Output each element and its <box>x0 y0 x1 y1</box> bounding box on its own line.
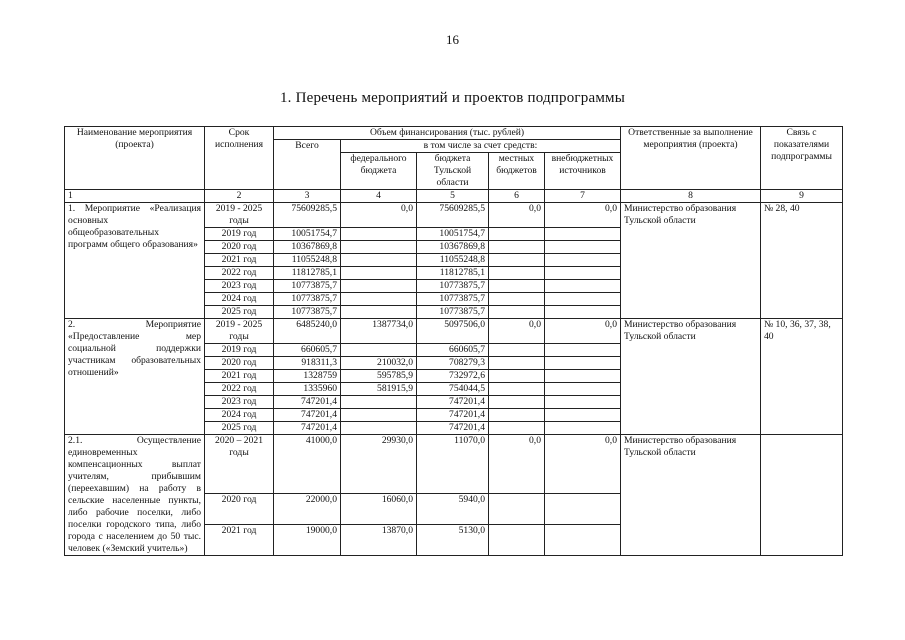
period-cell: 2022 год <box>205 267 274 280</box>
regional-cell: 5097506,0 <box>417 319 489 344</box>
period-cell: 2020 – 2021 годы <box>205 435 274 494</box>
period-cell: 2025 год <box>205 422 274 435</box>
indicator-link-cell: № 28, 40 <box>761 203 843 319</box>
regional-cell: 747201,4 <box>417 422 489 435</box>
extra-cell <box>545 267 621 280</box>
total-cell: 747201,4 <box>274 422 341 435</box>
extra-cell <box>545 357 621 370</box>
regional-cell: 75609285,5 <box>417 203 489 228</box>
header-link: Связь с показателями подпрограммы <box>761 127 843 190</box>
column-numbers-row <box>65 190 843 203</box>
extra-cell <box>545 422 621 435</box>
federal-cell: 0,0 <box>341 203 417 228</box>
col-number: 1 <box>65 190 205 203</box>
regional-cell: 732972,6 <box>417 370 489 383</box>
regional-cell: 10773875,7 <box>417 306 489 319</box>
header-regional: бюджета Тульской области <box>417 153 489 190</box>
federal-cell <box>341 228 417 241</box>
extra-cell <box>545 494 621 525</box>
federal-cell <box>341 267 417 280</box>
period-cell: 2021 год <box>205 370 274 383</box>
total-cell: 10773875,7 <box>274 306 341 319</box>
federal-cell <box>341 293 417 306</box>
total-cell: 918311,3 <box>274 357 341 370</box>
total-cell: 660605,7 <box>274 344 341 357</box>
period-cell: 2023 год <box>205 280 274 293</box>
indicator-link-cell <box>761 435 843 556</box>
federal-cell <box>341 344 417 357</box>
regional-cell: 10367869,8 <box>417 241 489 254</box>
local-cell <box>489 241 545 254</box>
table-row <box>65 203 843 228</box>
period-cell: 2021 год <box>205 525 274 556</box>
federal-cell: 210032,0 <box>341 357 417 370</box>
total-cell: 1335960 <box>274 383 341 396</box>
regional-cell: 747201,4 <box>417 409 489 422</box>
total-cell: 10773875,7 <box>274 280 341 293</box>
regional-cell: 5940,0 <box>417 494 489 525</box>
regional-cell: 708279,3 <box>417 357 489 370</box>
local-cell <box>489 293 545 306</box>
regional-cell: 11812785,1 <box>417 267 489 280</box>
period-cell: 2023 год <box>205 396 274 409</box>
federal-cell <box>341 409 417 422</box>
extra-cell <box>545 228 621 241</box>
measure-name: 2. Мероприятие «Предоставление мер социальной поддержки участникам образовательных отношений» <box>65 319 205 435</box>
extra-cell <box>545 254 621 267</box>
period-cell: 2020 год <box>205 357 274 370</box>
total-cell: 10051754,7 <box>274 228 341 241</box>
federal-cell <box>341 422 417 435</box>
extra-cell: 0,0 <box>545 319 621 344</box>
total-cell: 10367869,8 <box>274 241 341 254</box>
total-cell: 747201,4 <box>274 409 341 422</box>
table-row <box>65 435 843 494</box>
extra-cell <box>545 306 621 319</box>
regional-cell: 10051754,7 <box>417 228 489 241</box>
header-period: Срок исполнения <box>205 127 274 190</box>
extra-cell <box>545 280 621 293</box>
regional-cell: 5130,0 <box>417 525 489 556</box>
period-cell: 2019 год <box>205 228 274 241</box>
total-cell: 22000,0 <box>274 494 341 525</box>
extra-cell <box>545 396 621 409</box>
federal-cell: 595785,9 <box>341 370 417 383</box>
period-cell: 2021 год <box>205 254 274 267</box>
section-title: 1. Перечень мероприятий и проектов подпрограммы <box>279 90 625 106</box>
header-federal: федерального бюджета <box>341 153 417 190</box>
extra-cell <box>545 241 621 254</box>
extra-cell <box>545 525 621 556</box>
local-cell: 0,0 <box>489 435 545 494</box>
header-responsible: Ответственные за выполнение мероприятия (проекта) <box>621 127 761 190</box>
regional-cell: 11070,0 <box>417 435 489 494</box>
local-cell <box>489 525 545 556</box>
regional-cell: 660605,7 <box>417 344 489 357</box>
local-cell <box>489 228 545 241</box>
local-cell <box>489 383 545 396</box>
extra-cell <box>545 370 621 383</box>
local-cell <box>489 280 545 293</box>
period-cell: 2022 год <box>205 383 274 396</box>
regional-cell: 10773875,7 <box>417 293 489 306</box>
local-cell <box>489 370 545 383</box>
local-cell <box>489 306 545 319</box>
col-number: 5 <box>417 190 489 203</box>
responsible-cell: Министерство образования Тульской области <box>621 319 761 435</box>
header-extra: внебюджетных источников <box>545 153 621 190</box>
local-cell: 0,0 <box>489 203 545 228</box>
col-number: 3 <box>274 190 341 203</box>
period-cell: 2025 год <box>205 306 274 319</box>
federal-cell: 16060,0 <box>341 494 417 525</box>
local-cell <box>489 396 545 409</box>
period-cell: 2019 год <box>205 344 274 357</box>
regional-cell: 11055248,8 <box>417 254 489 267</box>
local-cell <box>489 422 545 435</box>
col-number: 8 <box>621 190 761 203</box>
local-cell <box>489 267 545 280</box>
local-cell <box>489 344 545 357</box>
local-cell <box>489 409 545 422</box>
extra-cell <box>545 383 621 396</box>
col-number: 6 <box>489 190 545 203</box>
page-number: 16 <box>446 32 459 47</box>
federal-cell <box>341 396 417 409</box>
local-cell <box>489 357 545 370</box>
total-cell: 11055248,8 <box>274 254 341 267</box>
col-number: 9 <box>761 190 843 203</box>
regional-cell: 10773875,7 <box>417 280 489 293</box>
extra-cell <box>545 409 621 422</box>
measure-name: 1. Мероприятие «Реализация основных общеобразовательных программ общего образования» <box>65 203 205 319</box>
total-cell: 6485240,0 <box>274 319 341 344</box>
federal-cell <box>341 306 417 319</box>
federal-cell <box>341 254 417 267</box>
federal-cell <box>341 280 417 293</box>
total-cell: 1328759 <box>274 370 341 383</box>
total-cell: 41000,0 <box>274 435 341 494</box>
period-cell: 2024 год <box>205 409 274 422</box>
period-cell: 2019 - 2025 годы <box>205 319 274 344</box>
responsible-cell: Министерство образования Тульской области <box>621 435 761 556</box>
period-cell: 2020 год <box>205 241 274 254</box>
federal-cell: 1387734,0 <box>341 319 417 344</box>
extra-cell <box>545 344 621 357</box>
regional-cell: 747201,4 <box>417 396 489 409</box>
local-cell: 0,0 <box>489 319 545 344</box>
header-name: Наименование мероприятия (проекта) <box>65 127 205 190</box>
period-cell: 2020 год <box>205 494 274 525</box>
total-cell: 19000,0 <box>274 525 341 556</box>
total-cell: 10773875,7 <box>274 293 341 306</box>
col-number: 2 <box>205 190 274 203</box>
extra-cell: 0,0 <box>545 435 621 494</box>
local-cell <box>489 494 545 525</box>
header-local: местных бюджетов <box>489 153 545 190</box>
extra-cell: 0,0 <box>545 203 621 228</box>
federal-cell: 29930,0 <box>341 435 417 494</box>
indicator-link-cell: № 10, 36, 37, 38, 40 <box>761 319 843 435</box>
federal-cell: 581915,9 <box>341 383 417 396</box>
col-number: 7 <box>545 190 621 203</box>
regional-cell: 754044,5 <box>417 383 489 396</box>
period-cell: 2019 - 2025 годы <box>205 203 274 228</box>
federal-cell: 13870,0 <box>341 525 417 556</box>
measures-table <box>64 126 843 556</box>
total-cell: 747201,4 <box>274 396 341 409</box>
measure-name: 2.1. Осуществление единовременных компенсационных выплат учителям, прибывшим (переехавшим) на работу в сельские населенные пункты, либо рабочие поселки, либо поселки городского типа, либо города с населением до 50 тыс. человек («Земский учитель») <box>65 435 205 556</box>
period-cell: 2024 год <box>205 293 274 306</box>
responsible-cell: Министерство образования Тульской области <box>621 203 761 319</box>
total-cell: 11812785,1 <box>274 267 341 280</box>
header-including: в том числе за счет средств: <box>341 140 621 153</box>
extra-cell <box>545 293 621 306</box>
total-cell: 75609285,5 <box>274 203 341 228</box>
table-row <box>65 319 843 344</box>
header-volume: Объем финансирования (тыс. рублей) <box>274 127 621 140</box>
col-number: 4 <box>341 190 417 203</box>
federal-cell <box>341 241 417 254</box>
local-cell <box>489 254 545 267</box>
header-total: Всего <box>274 140 341 190</box>
